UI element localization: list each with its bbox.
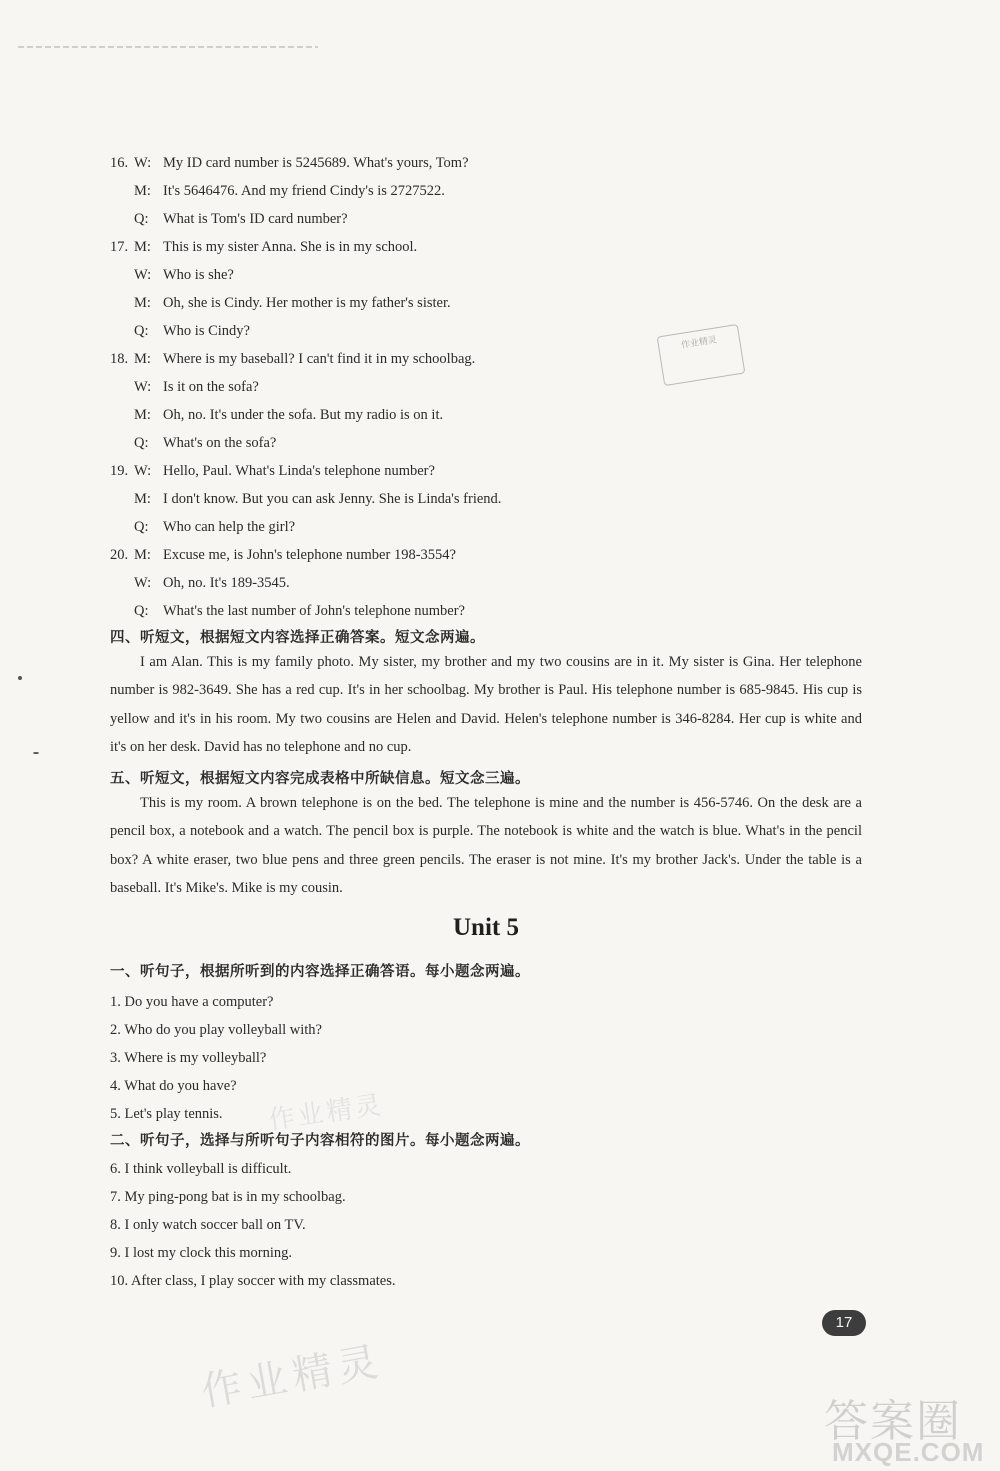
item-number: 18. (110, 351, 129, 367)
speaker: Q: (134, 603, 149, 619)
speaker: Q: (134, 323, 149, 339)
question-8: 8. I only watch soccer ball on TV. (110, 1217, 306, 1233)
utterance: What's the last number of John's telephone number? (163, 603, 465, 619)
utterance: Who is she? (163, 267, 234, 283)
speaker: M: (134, 183, 151, 199)
speaker: M: (134, 295, 151, 311)
speaker: Q: (134, 519, 149, 535)
watermark-text: 作业精灵 (266, 1090, 386, 1136)
question-10: 10. After class, I play soccer with my classmates. (110, 1273, 396, 1289)
question-6: 6. I think volleyball is difficult. (110, 1161, 292, 1177)
item-number: 19. (110, 463, 129, 479)
utterance: Oh, she is Cindy. Her mother is my father's sister. (163, 295, 451, 311)
question-5: 5. Let's play tennis. (110, 1106, 223, 1122)
question-2: 2. Who do you play volleyball with? (110, 1022, 322, 1038)
speaker: W: (134, 379, 152, 395)
site-logo (820, 1385, 995, 1471)
utterance: What is Tom's ID card number? (163, 211, 348, 227)
page-number-badge: 17 (822, 1310, 866, 1336)
logo-mark: 答案圈 (824, 1396, 962, 1447)
stamp-mark: 作业精灵 (657, 324, 746, 386)
speaker: W: (134, 155, 152, 171)
top-rule (18, 46, 318, 48)
speck (18, 676, 22, 680)
utterance: Is it on the sofa? (163, 379, 259, 395)
unit5-part2-heading: 二、听句子，选择与所听句子内容相符的图片。每小题念两遍。 (110, 1133, 530, 1149)
speaker: W: (134, 267, 152, 283)
speaker: Q: (134, 211, 149, 227)
speaker: M: (134, 239, 151, 255)
utterance: Oh, no. It's 189-3545. (163, 575, 290, 591)
logo-url: MXQE.COM (832, 1437, 985, 1467)
question-7: 7. My ping-pong bat is in my schoolbag. (110, 1189, 346, 1205)
speck (33, 752, 39, 754)
section-4-passage: I am Alan. This is my family photo. My sister, my brother and my two cousins are in it. My sister is Gina. Her telephone number is 982-3649. She has a red cup. It's in her schoolbag. My brother is Paul. His telephone number is 685-9845. His cup is yellow and it's in his room. My two cousins are Helen and David. Helen's telephone number is 346-8284. Her cup is white and it's on her desk. David has no telephone and no cup. (110, 654, 862, 756)
utterance: Who is Cindy? (163, 323, 250, 339)
utterance: What's on the sofa? (163, 435, 277, 451)
utterance: Where is my baseball? I can't find it in my schoolbag. (163, 351, 476, 367)
speaker: M: (134, 491, 151, 507)
section-5-heading: 五、听短文，根据短文内容完成表格中所缺信息。短文念三遍。 (110, 771, 530, 787)
section-4-heading: 四、听短文，根据短文内容选择正确答案。短文念两遍。 (110, 630, 485, 646)
question-1: 1. Do you have a computer? (110, 994, 274, 1010)
question-4: 4. What do you have? (110, 1078, 237, 1094)
utterance: It's 5646476. And my friend Cindy's is 2727522. (163, 183, 445, 199)
unit-title: Unit 5 (453, 914, 519, 941)
section-5-passage: This is my room. A brown telephone is on the bed. The telephone is mine and the number is 456-5746. On the desk are a pencil box, a notebook and a watch. The pencil box is purple. The notebook is white and the watch is blue. What's in the pencil box? A white eraser, two blue pens and three green pencils. The eraser is not mine. It's my brother Jack's. Under the table is a baseball. It's Mike's. Mike is my cousin. (110, 795, 862, 897)
speaker: W: (134, 463, 152, 479)
unit5-part1-heading: 一、听句子，根据所听到的内容选择正确答语。每小题念两遍。 (110, 964, 530, 980)
utterance: Hello, Paul. What's Linda's telephone number? (163, 463, 435, 479)
speaker: M: (134, 407, 151, 423)
utterance: My ID card number is 5245689. What's yours, Tom? (163, 155, 469, 171)
question-9: 9. I lost my clock this morning. (110, 1245, 293, 1261)
utterance: This is my sister Anna. She is in my school. (163, 239, 418, 255)
speaker: M: (134, 547, 151, 563)
item-number: 20. (110, 547, 129, 563)
utterance: Oh, no. It's under the sofa. But my radio is on it. (163, 407, 444, 423)
speaker: W: (134, 575, 152, 591)
speaker: M: (134, 351, 151, 367)
speaker: Q: (134, 435, 149, 451)
utterance: Who can help the girl? (163, 519, 296, 535)
item-number: 16. (110, 155, 129, 171)
question-3: 3. Where is my volleyball? (110, 1050, 267, 1066)
utterance: I don't know. But you can ask Jenny. She is Linda's friend. (163, 491, 502, 507)
item-number: 17. (110, 239, 129, 255)
watermark-text: 作业精灵 (198, 1338, 388, 1416)
utterance: Excuse me, is John's telephone number 198-3554? (163, 547, 456, 563)
